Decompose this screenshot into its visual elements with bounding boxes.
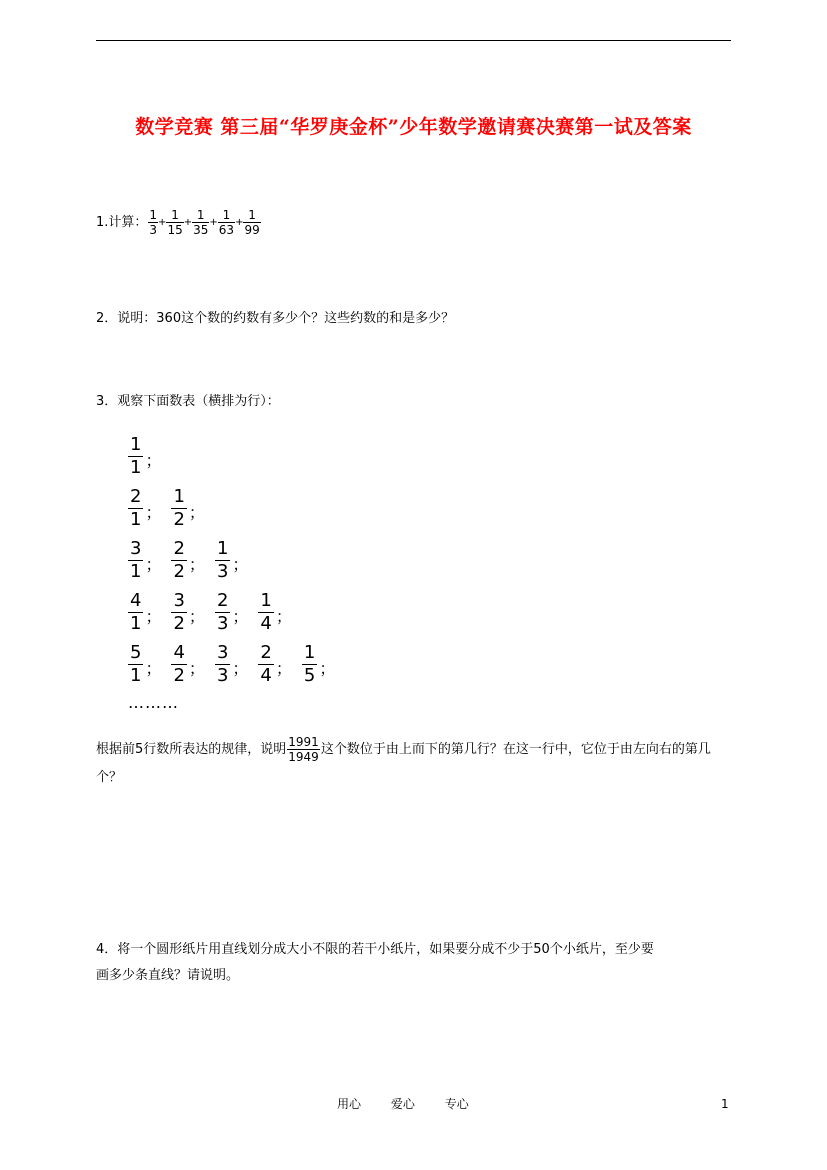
- separator: ；: [188, 607, 205, 626]
- triangle-row: [128, 642, 345, 694]
- question-3-intro: 3．观察下面数表（横排为行）：: [96, 394, 280, 409]
- question-3-text-before: 根据前5行数所表达的规律，说明: [96, 742, 287, 757]
- separator: ；: [232, 607, 249, 626]
- fraction-denominator: 3: [216, 561, 229, 582]
- separator: ；: [275, 607, 292, 626]
- separator: ；: [145, 555, 162, 574]
- fraction-numerator: 1: [216, 538, 229, 559]
- fraction-denominator: 99: [244, 223, 260, 237]
- separator: ；: [145, 503, 162, 522]
- fraction-numerator: 4: [173, 642, 185, 663]
- fraction-denominator: 63: [218, 223, 235, 237]
- fraction-denominator: 1949: [288, 750, 319, 764]
- fraction-numerator: 1: [171, 208, 179, 222]
- fraction-1991-1949: [287, 735, 320, 764]
- triangle-fraction: [171, 642, 186, 687]
- fraction-numerator: 1: [173, 486, 185, 507]
- triangle-row: [128, 538, 345, 590]
- triangle-fraction: [171, 486, 186, 531]
- triangle-fraction: [128, 590, 143, 635]
- separator: ；: [188, 555, 205, 574]
- fraction-denominator: 2: [173, 665, 185, 686]
- triangle-fraction: [171, 590, 186, 635]
- question-4-line-2: 画多少条直线？请说明。: [96, 968, 240, 983]
- footer-item: 用心: [337, 1097, 362, 1111]
- separator: ；: [319, 659, 336, 678]
- fraction-numerator: 5: [130, 642, 142, 663]
- plus-sign: +: [158, 216, 167, 228]
- footer-motto: [337, 1095, 495, 1112]
- triangle-fraction: [258, 590, 273, 635]
- question-1-label: 1.计算：: [96, 215, 148, 230]
- fraction-term: [166, 208, 183, 237]
- triangle-fraction: [302, 642, 317, 687]
- question-3-prompt: [96, 735, 736, 792]
- ellipsis: ………: [128, 693, 179, 712]
- separator: ；: [188, 659, 205, 678]
- triangle-fraction: [215, 642, 230, 687]
- fraction-term: [218, 208, 235, 237]
- document-title: 数学竞赛 第三届“华罗庚金杯”少年数学邀请赛决赛第一试及答案: [135, 116, 692, 138]
- separator: ；: [145, 659, 162, 678]
- fraction-numerator: 2: [260, 642, 272, 663]
- triangle-fraction: [215, 590, 230, 635]
- fraction-numerator: 1: [130, 434, 142, 455]
- triangle-row: [128, 590, 345, 642]
- question-2: 2．说明：360这个数的约数有多少个？这些约数的和是多少？: [96, 311, 455, 326]
- plus-sign: +: [183, 216, 193, 228]
- fraction-denominator: 4: [260, 613, 272, 634]
- plus-sign: +: [235, 216, 244, 228]
- fraction-denominator: 2: [173, 509, 185, 530]
- triangle-row: [128, 434, 345, 486]
- fraction-numerator: 1: [196, 208, 205, 222]
- separator: ；: [188, 503, 205, 522]
- fraction-denominator: 35: [193, 223, 209, 237]
- fraction-numerator: 1: [248, 208, 256, 222]
- triangle-fraction: [128, 434, 143, 479]
- separator: ；: [145, 607, 162, 626]
- fraction-denominator: 5: [303, 665, 316, 686]
- fraction-numerator: 3: [173, 590, 185, 611]
- fraction-denominator: 1: [130, 509, 142, 530]
- fraction-term: [148, 208, 158, 237]
- fraction-numerator: 1: [260, 590, 272, 611]
- question-4-line-1: 4．将一个圆形纸片用直线划分成大小不限的若干小纸片，如果要分成不少于50个小纸片，至少要: [96, 942, 654, 957]
- separator: ；: [232, 659, 249, 678]
- fraction-numerator: 1: [222, 208, 231, 222]
- triangle-row: [128, 486, 345, 538]
- page-number: 1: [721, 1097, 729, 1111]
- fraction-numerator: 4: [130, 590, 142, 611]
- number-triangle: [128, 434, 345, 694]
- separator: ；: [275, 659, 292, 678]
- question-1-expression: [147, 208, 261, 237]
- fraction-denominator: 1: [130, 457, 142, 478]
- fraction-denominator: 3: [149, 223, 158, 237]
- triangle-fraction: [128, 642, 143, 687]
- fraction-numerator: 1: [303, 642, 316, 663]
- fraction-denominator: 1: [130, 613, 142, 634]
- fraction-denominator: 3: [216, 613, 229, 634]
- fraction-numerator: 2: [173, 538, 185, 559]
- triangle-fraction: [128, 538, 143, 583]
- fraction-term: [243, 208, 260, 237]
- fraction-numerator: 2: [216, 590, 229, 611]
- question-3-text-after: 这个数位于由上而下的第几行？在这一行中，它位于由左向右的第几个？: [96, 742, 711, 785]
- fraction-denominator: 1: [130, 665, 142, 686]
- fraction-denominator: 4: [260, 665, 272, 686]
- triangle-fraction: [215, 538, 230, 583]
- header-rule: [96, 40, 731, 41]
- triangle-fraction: [171, 538, 186, 583]
- footer-item: 专心: [444, 1097, 469, 1111]
- triangle-fraction: [258, 642, 273, 687]
- plus-sign: +: [209, 216, 218, 228]
- question-1: [96, 208, 262, 237]
- fraction-term: [192, 208, 209, 237]
- fraction-denominator: 1: [130, 561, 142, 582]
- fraction-numerator: 3: [130, 538, 142, 559]
- fraction-denominator: 2: [173, 613, 185, 634]
- fraction-numerator: 3: [216, 642, 229, 663]
- triangle-fraction: [128, 486, 143, 531]
- fraction-numerator: 1991: [288, 735, 319, 749]
- separator: ；: [145, 451, 162, 470]
- fraction-numerator: 2: [130, 486, 142, 507]
- fraction-denominator: 3: [216, 665, 229, 686]
- footer-item: 爱心: [390, 1097, 415, 1111]
- fraction-denominator: 2: [173, 561, 185, 582]
- fraction-denominator: 15: [167, 223, 183, 237]
- separator: ；: [232, 555, 249, 574]
- fraction-numerator: 1: [149, 208, 158, 222]
